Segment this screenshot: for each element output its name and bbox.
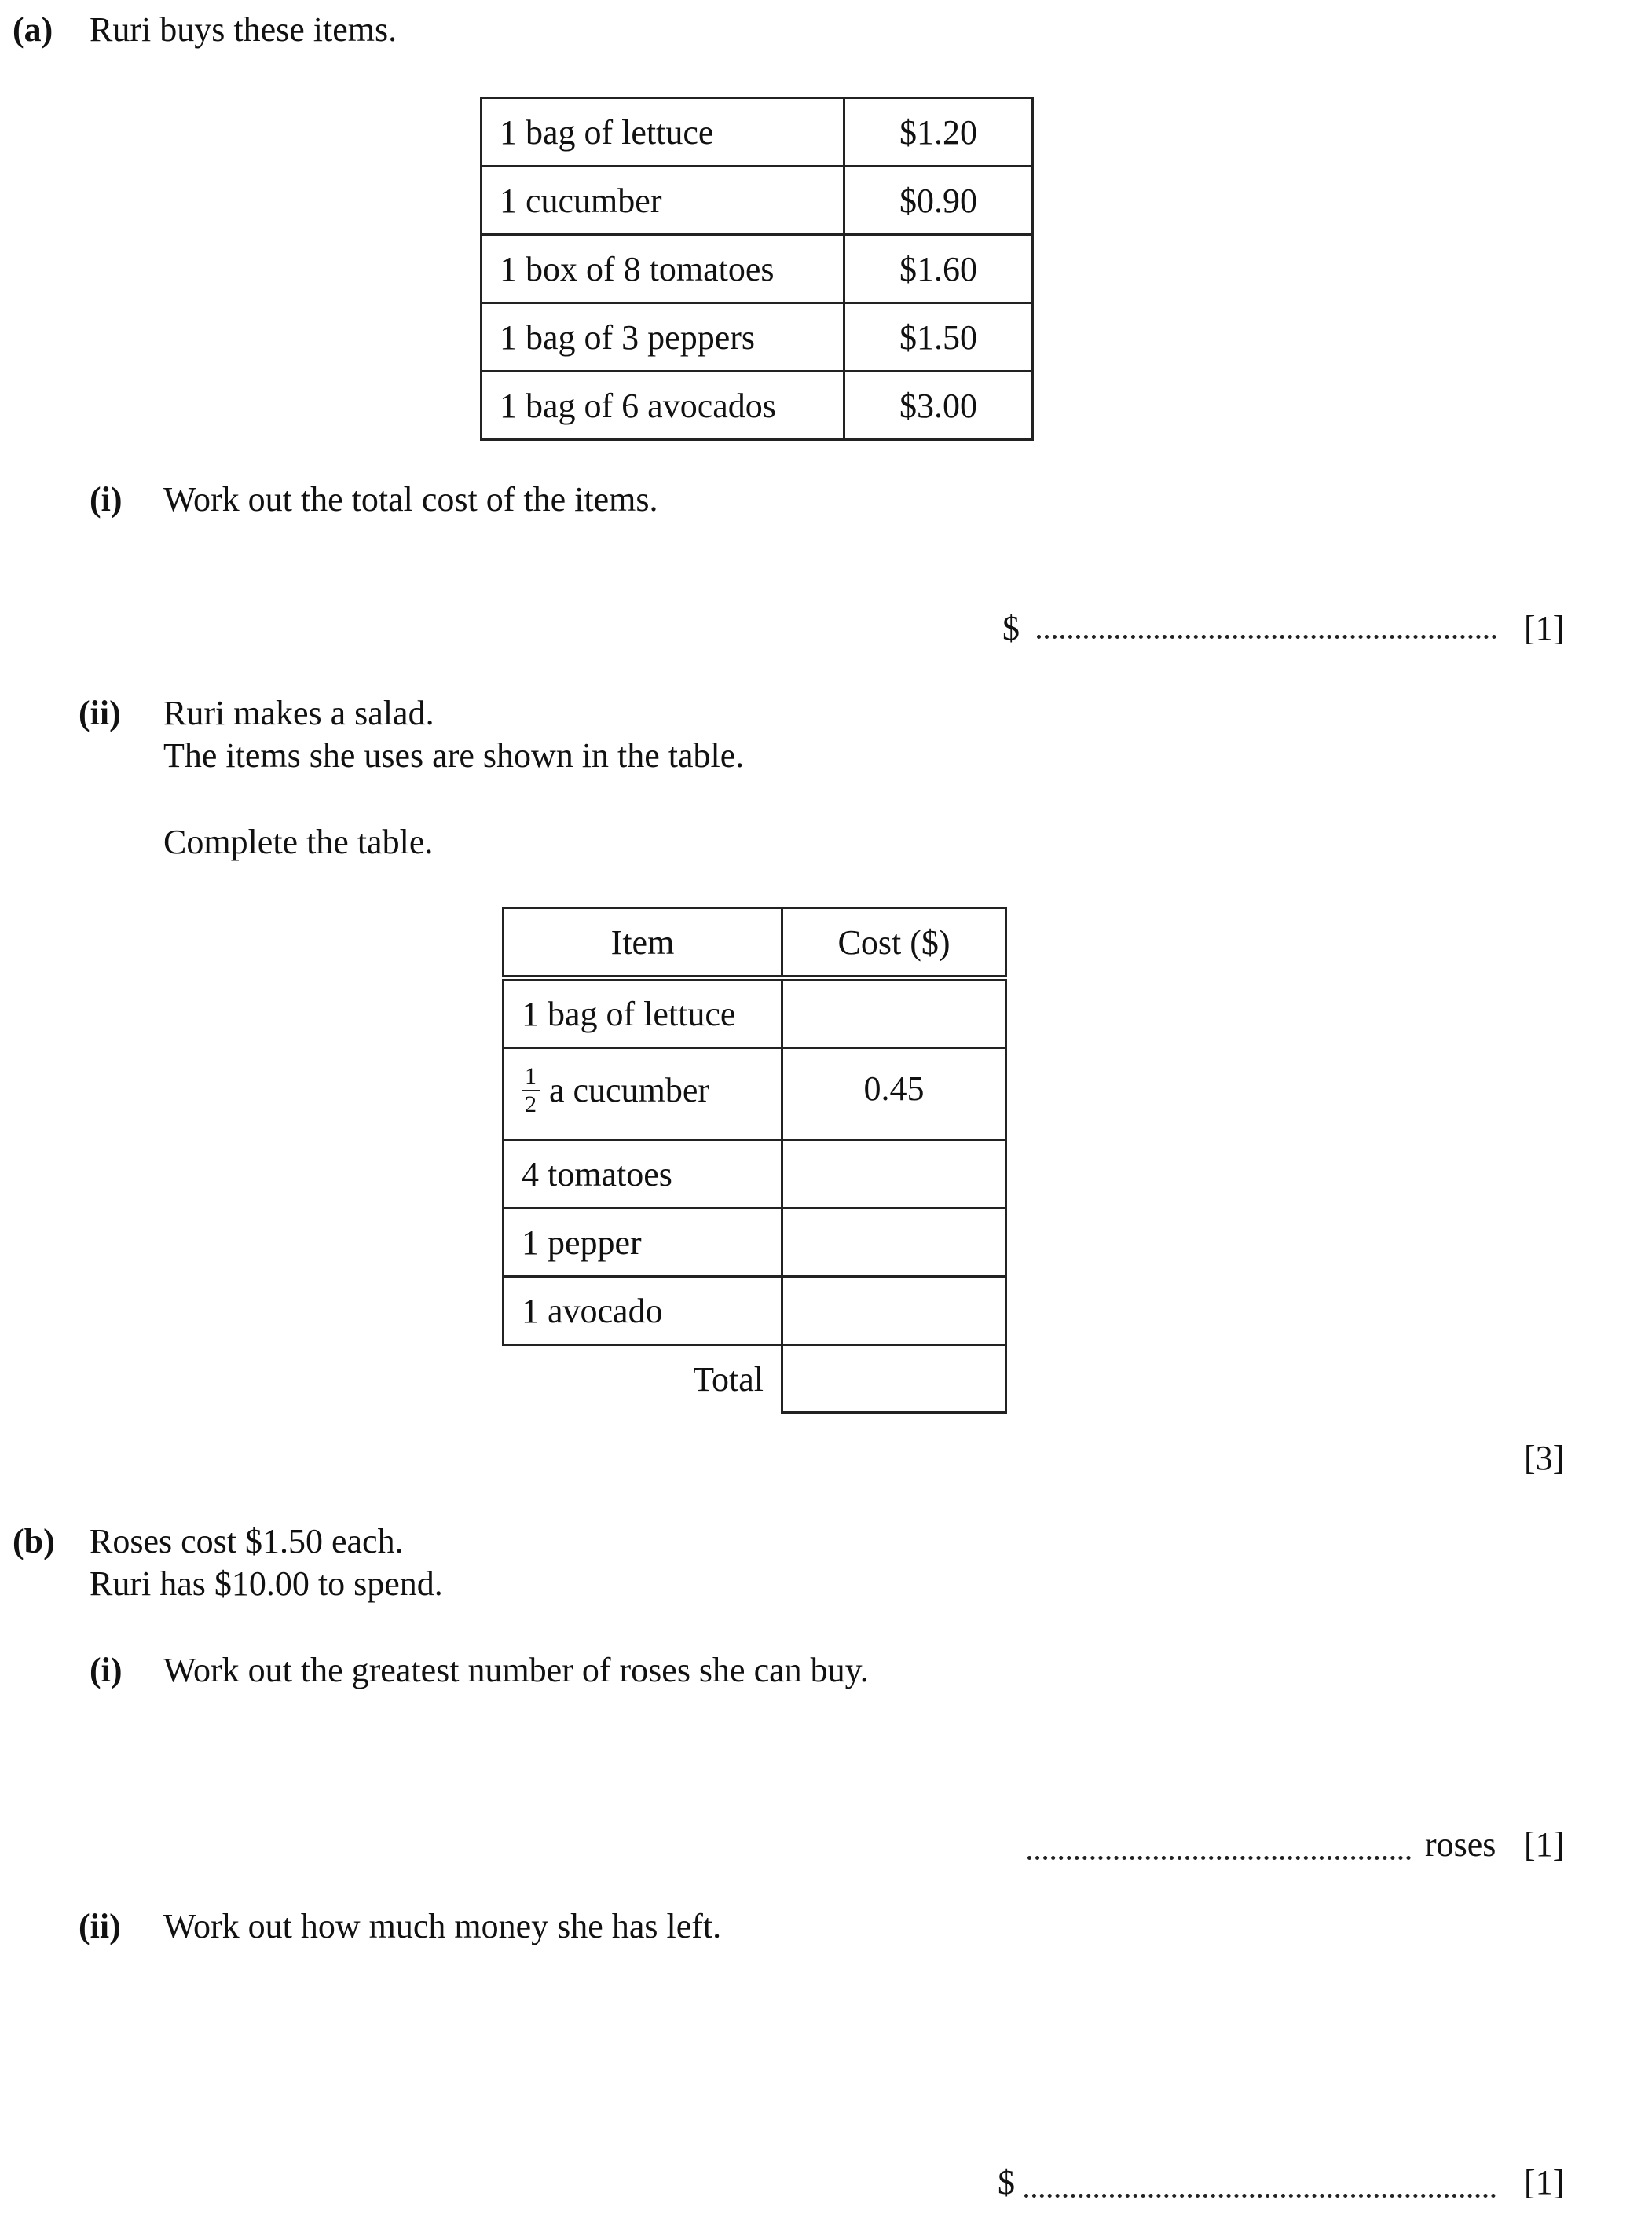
question-b-i-text: Work out the greatest number of roses she can buy.: [163, 1651, 869, 1689]
price-item: 1 bag of lettuce: [482, 98, 844, 167]
marks-a-ii: [3]: [1524, 1439, 1565, 1477]
answer-unit-roses: roses: [1425, 1825, 1496, 1864]
price-value: $0.90: [844, 167, 1033, 235]
total-input-cell[interactable]: [782, 1345, 1006, 1413]
fraction-numerator: 1: [522, 1065, 540, 1091]
price-value: $1.20: [844, 98, 1033, 167]
table-header-row: [504, 908, 1006, 978]
price-value: $3.00: [844, 372, 1033, 440]
marks-b-ii: [1]: [1524, 2163, 1565, 2202]
question-b-ii-label: (ii): [79, 1907, 121, 1945]
answer-line-a-i[interactable]: [1037, 635, 1496, 639]
total-label: Total: [693, 1359, 764, 1399]
salad-item: 4 tomatoes: [504, 1140, 782, 1208]
answer-currency-symbol: $: [1002, 609, 1020, 647]
price-value: $1.60: [844, 235, 1033, 303]
price-value: $1.50: [844, 303, 1033, 372]
question-b-i-label: (i): [90, 1651, 123, 1689]
answer-line-b-ii[interactable]: [1024, 2194, 1496, 2198]
salad-cost-table: [502, 907, 1007, 1414]
part-b-line2: Ruri has $10.00 to spend.: [90, 1564, 443, 1603]
question-a-i-label: (i): [90, 480, 123, 519]
answer-line-b-i[interactable]: [1027, 1856, 1411, 1860]
question-a-ii-label: (ii): [79, 694, 121, 732]
table-row: [482, 303, 1033, 372]
table-row: [504, 978, 1006, 1048]
cost-input-cell[interactable]: [782, 1277, 1006, 1345]
price-item: 1 bag of 3 peppers: [482, 303, 844, 372]
salad-item: 1 pepper: [504, 1208, 782, 1277]
salad-item: 1 bag of lettuce: [504, 978, 782, 1048]
salad-item-label: a cucumber: [549, 1071, 709, 1110]
column-header-item: Item: [504, 908, 782, 978]
price-item: 1 box of 8 tomatoes: [482, 235, 844, 303]
question-a-i-text: Work out the total cost of the items.: [163, 480, 658, 519]
cost-value-cell: 0.45: [782, 1048, 1006, 1140]
table-row: [504, 1208, 1006, 1277]
table-row: [504, 1277, 1006, 1345]
fraction-denominator: 2: [525, 1091, 537, 1117]
marks-a-i: [1]: [1524, 609, 1565, 647]
part-b-line1: Roses cost $1.50 each.: [90, 1522, 404, 1560]
cost-input-cell[interactable]: [782, 1140, 1006, 1208]
salad-item: 1 avocado: [504, 1277, 782, 1345]
table-row: [482, 98, 1033, 167]
salad-item: [504, 1048, 782, 1140]
question-a-ii-instruction: Complete the table.: [163, 823, 434, 861]
table-row: [504, 1048, 1006, 1140]
cost-input-cell[interactable]: [782, 1208, 1006, 1277]
price-item: 1 bag of 6 avocados: [482, 372, 844, 440]
cost-input-cell[interactable]: [782, 978, 1006, 1048]
price-table: [480, 97, 1034, 441]
half-fraction: [522, 1065, 540, 1117]
table-row: [482, 235, 1033, 303]
marks-b-i: [1]: [1524, 1825, 1565, 1864]
question-b-ii-text: Work out how much money she has left.: [163, 1907, 722, 1945]
price-item: 1 cucumber: [482, 167, 844, 235]
table-total-row: [504, 1345, 1006, 1413]
question-a-ii-line2: The items she uses are shown in the table.: [163, 736, 745, 775]
column-header-cost: Cost ($): [782, 908, 1006, 978]
table-row: [482, 372, 1033, 440]
question-a-ii-line1: Ruri makes a salad.: [163, 694, 434, 732]
part-a-label: (a): [13, 10, 53, 49]
table-row: [504, 1140, 1006, 1208]
part-a-intro: Ruri buys these items.: [90, 10, 397, 49]
answer-currency-symbol: $: [998, 2163, 1015, 2202]
table-row: [482, 167, 1033, 235]
part-b-label: (b): [13, 1522, 55, 1560]
